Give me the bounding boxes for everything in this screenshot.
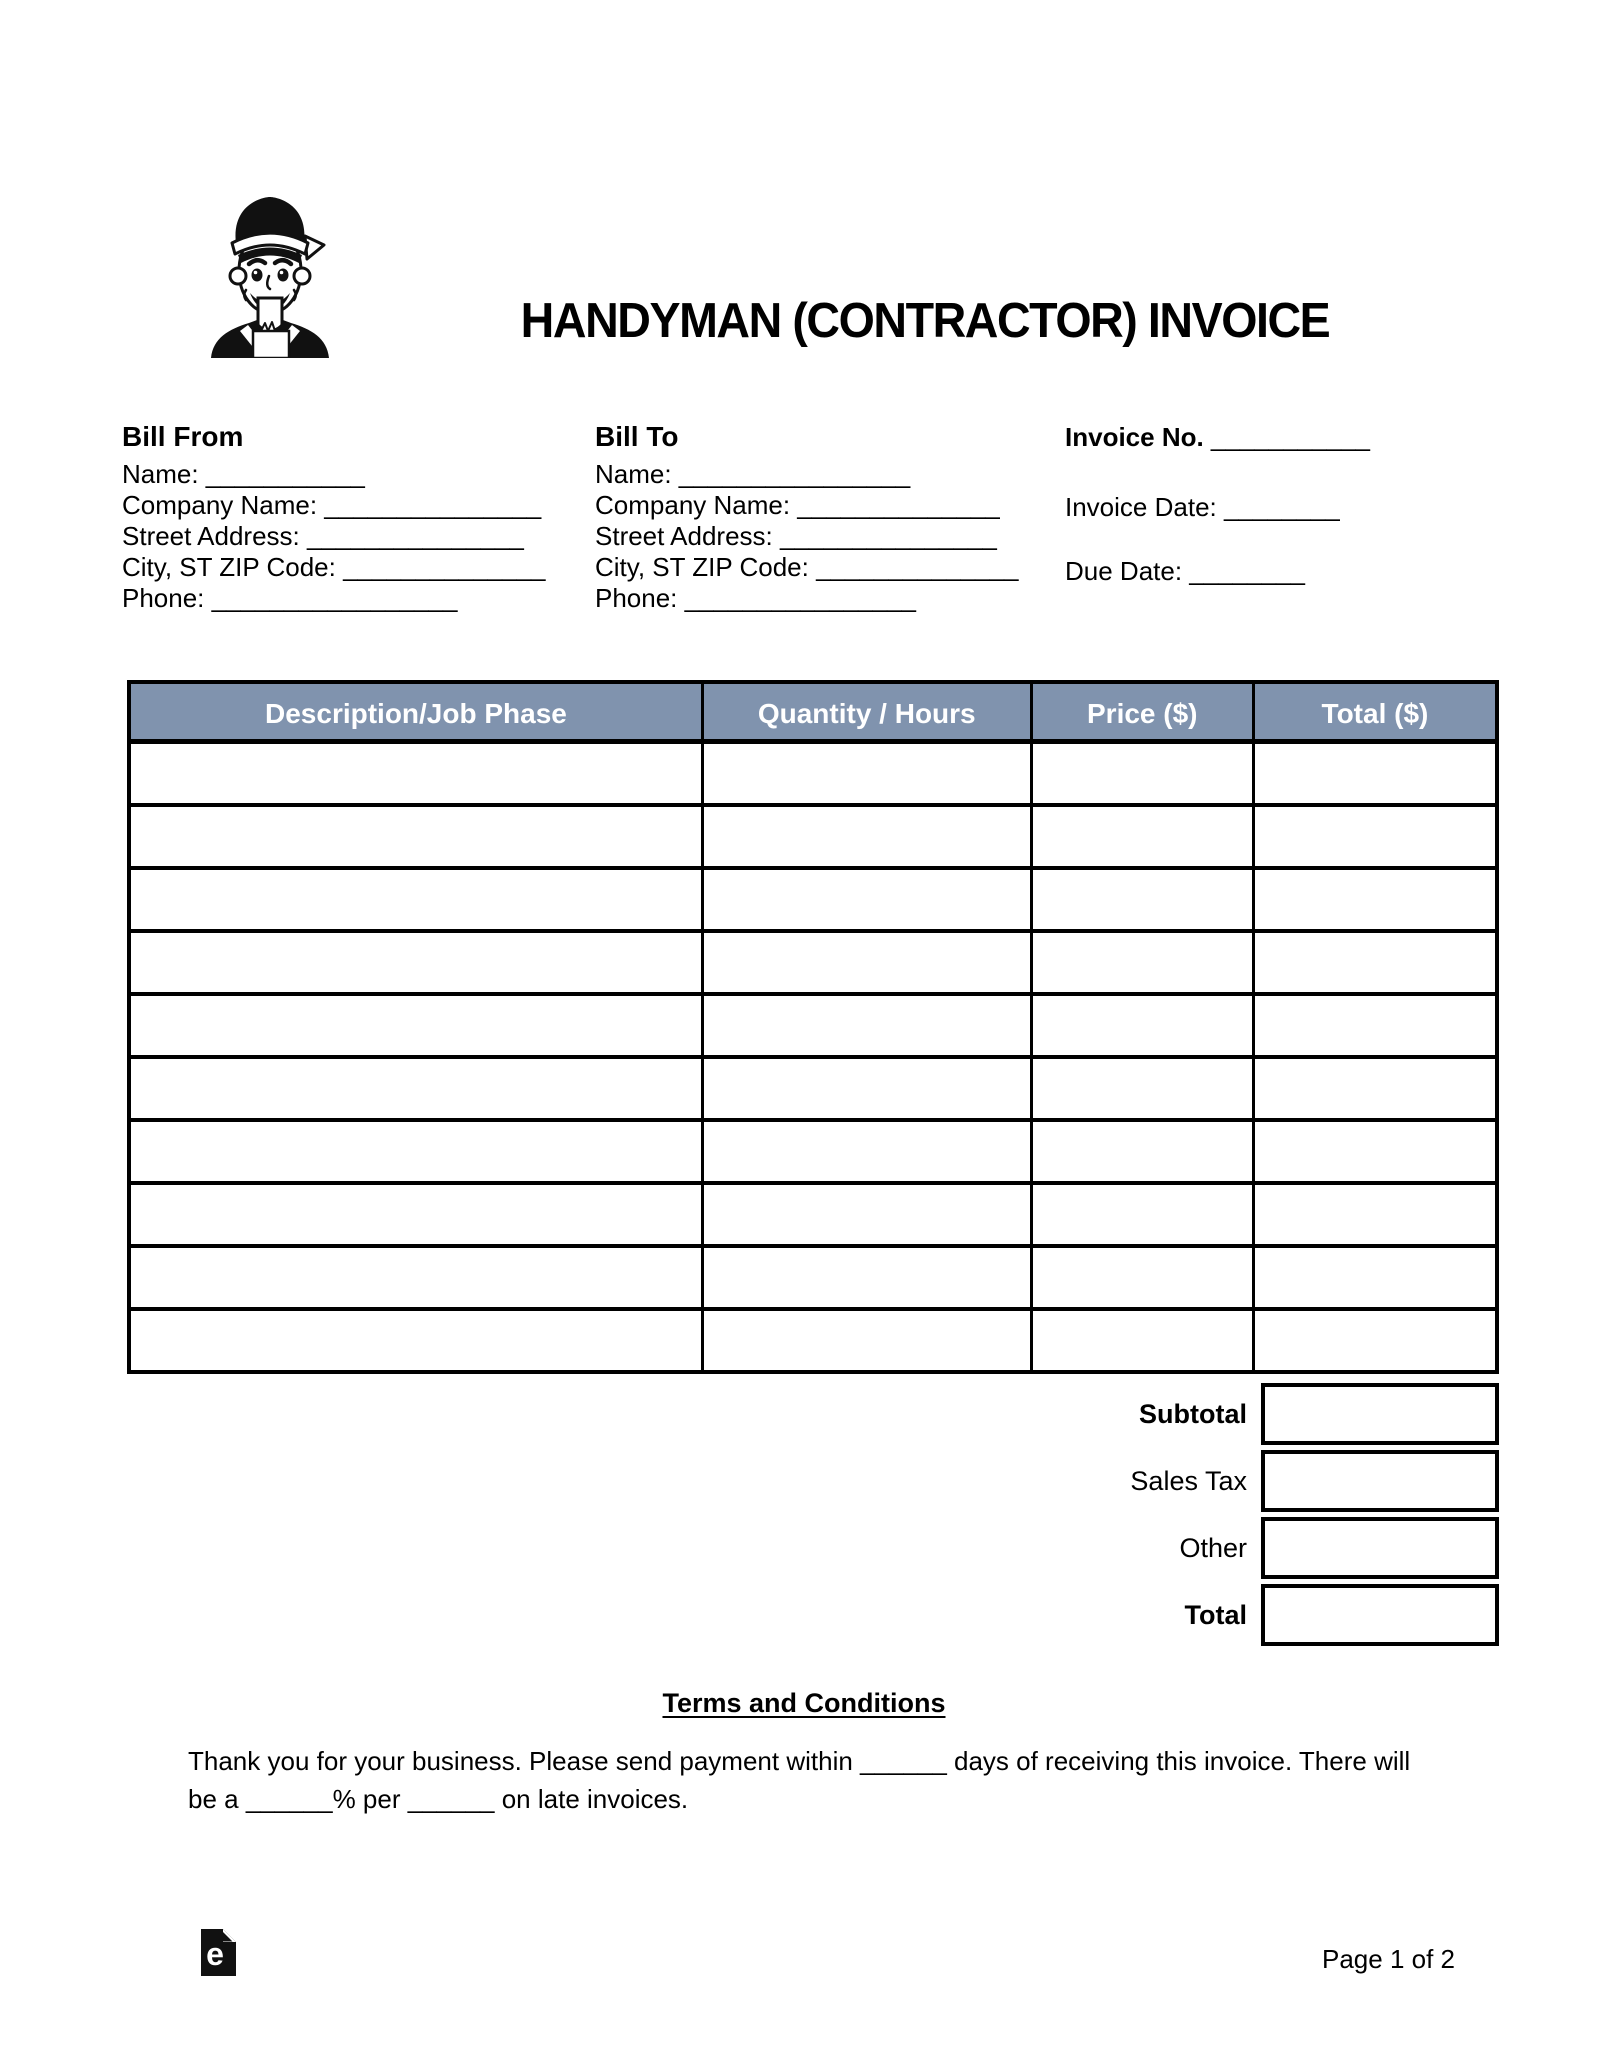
invoice-number-blank[interactable]: ___________ (1203, 422, 1370, 452)
table-cell[interactable] (1033, 1185, 1255, 1248)
terms-paragraph: Thank you for your business. Please send payment within ______ days of receiving this invoice. There will be a ______% per ______ on late invoices. (188, 1746, 1411, 1814)
table-cell[interactable] (1033, 1248, 1255, 1311)
total-label: Total (1184, 1600, 1247, 1630)
bill-to-field-line[interactable]: Street Address: _______________ (595, 521, 997, 551)
bill-from-field-line[interactable]: Street Address: _______________ (122, 521, 524, 551)
column-header-price: Price ($) (1033, 684, 1255, 744)
table-cell[interactable] (1255, 996, 1495, 1059)
table-row (131, 807, 1495, 870)
table-cell[interactable] (1255, 1059, 1495, 1122)
table-header-row (131, 684, 1495, 744)
total-value-box[interactable] (1261, 1584, 1499, 1646)
bill-from-field-line[interactable]: Company Name: _______________ (122, 490, 542, 520)
table-cell[interactable] (704, 1311, 1033, 1370)
terms-heading: Terms and Conditions (662, 1688, 946, 1718)
total-row-total (127, 1584, 1499, 1646)
bill-from-field-line[interactable]: Phone: _________________ (122, 583, 458, 613)
table-cell[interactable] (1255, 1248, 1495, 1311)
table-cell[interactable] (1255, 807, 1495, 870)
bill-from-section (122, 422, 582, 614)
column-header-quantity: Quantity / Hours (704, 684, 1033, 744)
page-indicator: Page 1 of 2 (1322, 1944, 1455, 1974)
invoice-number-label: Invoice No. (1065, 422, 1204, 452)
table-row (131, 744, 1495, 807)
total-label: Subtotal (1139, 1399, 1247, 1429)
table-cell[interactable] (131, 1059, 704, 1122)
table-cell[interactable] (704, 1248, 1033, 1311)
table-cell[interactable] (704, 1122, 1033, 1185)
table-cell[interactable] (1255, 1311, 1495, 1370)
table-cell[interactable] (131, 807, 704, 870)
line-items-table (127, 680, 1499, 1374)
table-cell[interactable] (131, 1248, 704, 1311)
table-cell[interactable] (1033, 933, 1255, 996)
bill-to-section (595, 422, 1055, 614)
table-row (131, 996, 1495, 1059)
table-cell[interactable] (1033, 1311, 1255, 1370)
table-cell[interactable] (131, 996, 704, 1059)
invoice-number-line[interactable] (1065, 422, 1370, 453)
table-row (131, 1311, 1495, 1370)
table-row (131, 1122, 1495, 1185)
bill-to-heading: Bill To (595, 421, 679, 452)
table-body (131, 744, 1495, 1370)
table-cell[interactable] (131, 1122, 704, 1185)
table-cell[interactable] (1255, 870, 1495, 933)
invoice-meta-section (1065, 422, 1525, 622)
total-value-box[interactable] (1261, 1450, 1499, 1512)
bill-to-field-line[interactable]: Company Name: ______________ (595, 490, 1000, 520)
table-cell[interactable] (1255, 1122, 1495, 1185)
eforms-document-icon (200, 1928, 237, 1977)
table-cell[interactable] (131, 744, 704, 807)
total-label: Other (1179, 1533, 1247, 1563)
table-cell[interactable] (1255, 744, 1495, 807)
table-cell[interactable] (704, 1185, 1033, 1248)
table-cell[interactable] (1033, 1122, 1255, 1185)
table-row (131, 1185, 1495, 1248)
table-cell[interactable] (704, 870, 1033, 933)
invoice-date-line[interactable]: Invoice Date: ________ (1065, 492, 1340, 522)
bill-to-field-line[interactable]: City, ST ZIP Code: ______________ (595, 552, 1019, 582)
table-row (131, 933, 1495, 996)
svg-text:e: e (206, 1936, 224, 1972)
table-cell[interactable] (704, 807, 1033, 870)
table-cell[interactable] (704, 933, 1033, 996)
table-cell[interactable] (131, 1185, 704, 1248)
table-cell[interactable] (1033, 996, 1255, 1059)
table-row (131, 1059, 1495, 1122)
table-cell[interactable] (1255, 933, 1495, 996)
total-row-other (127, 1517, 1499, 1579)
column-header-description: Description/Job Phase (131, 684, 704, 744)
table-row (131, 870, 1495, 933)
table-cell[interactable] (131, 1311, 704, 1370)
total-row-sales-tax (127, 1450, 1499, 1512)
handyman-mascot-icon (205, 186, 335, 358)
table-cell[interactable] (131, 870, 704, 933)
table-cell[interactable] (131, 933, 704, 996)
total-row-subtotal (127, 1383, 1499, 1445)
table-cell[interactable] (1033, 870, 1255, 933)
bill-from-field-line[interactable]: City, ST ZIP Code: ______________ (122, 552, 546, 582)
table-cell[interactable] (1033, 1059, 1255, 1122)
total-value-box[interactable] (1261, 1383, 1499, 1445)
table-cell[interactable] (1033, 744, 1255, 807)
table-cell[interactable] (1255, 1185, 1495, 1248)
bill-from-field-line[interactable]: Name: ___________ (122, 459, 365, 489)
totals-section (127, 1383, 1499, 1651)
total-label: Sales Tax (1130, 1466, 1247, 1496)
table-row (131, 1248, 1495, 1311)
bill-to-field-line[interactable]: Phone: ________________ (595, 583, 916, 613)
table-cell[interactable] (1033, 807, 1255, 870)
total-value-box[interactable] (1261, 1517, 1499, 1579)
bill-to-field-line[interactable]: Name: ________________ (595, 459, 911, 489)
due-date-line[interactable]: Due Date: ________ (1065, 556, 1305, 586)
table-cell[interactable] (704, 1059, 1033, 1122)
bill-from-heading: Bill From (122, 421, 244, 452)
column-header-total: Total ($) (1255, 684, 1495, 744)
page-title: HANDYMAN (CONTRACTOR) INVOICE (520, 294, 1330, 348)
table-cell[interactable] (704, 744, 1033, 807)
table-cell[interactable] (704, 996, 1033, 1059)
